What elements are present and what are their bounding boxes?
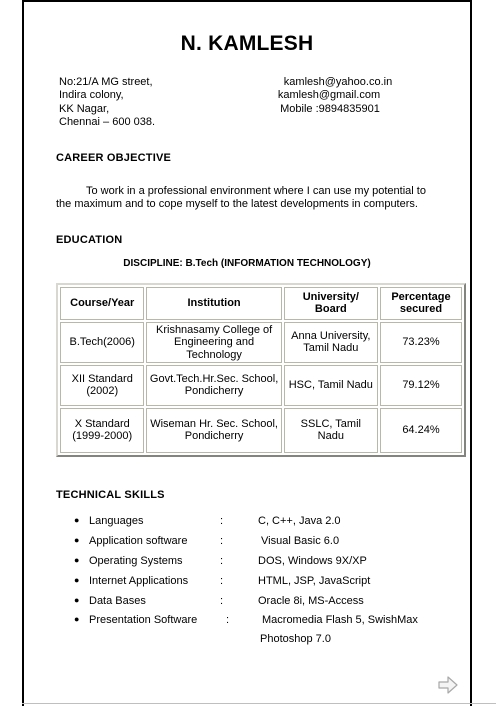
- skill-label: Data Bases: [89, 595, 146, 607]
- skill-label: Operating Systems: [89, 555, 183, 567]
- skill-label: Languages: [89, 515, 144, 527]
- discipline-line: DISCIPLINE: B.Tech (INFORMATION TECHNOLOGY): [123, 258, 371, 269]
- address-line: Chennai – 600 038.: [59, 115, 156, 128]
- next-page-arrow-icon[interactable]: [438, 676, 458, 694]
- list-item: [74, 614, 454, 628]
- cell-university: SSLC, Tamil Nadu: [284, 408, 378, 453]
- bullet-icon: ●: [74, 575, 80, 585]
- bullet-icon: ●: [74, 595, 80, 605]
- skill-label: Application software: [89, 535, 188, 547]
- postal-address: [59, 76, 155, 129]
- right-gutter: [472, 0, 496, 706]
- list-item: [74, 535, 454, 549]
- cell-course: X Standard (1999-2000): [60, 408, 144, 453]
- list-item: [74, 595, 454, 609]
- email-secondary: kamlesh@gmail.com: [277, 89, 381, 102]
- cell-course: XII Standard (2002): [60, 365, 144, 406]
- contact-info: [254, 76, 404, 116]
- skill-colon: :: [220, 515, 224, 527]
- skill-colon: :: [220, 595, 224, 607]
- skill-label: Internet Applications: [89, 575, 189, 587]
- career-objective-text: To work in a professional environment where I can use my potential to the maximum and to cope myself to the latest developments in computers.: [56, 185, 426, 210]
- table-row: [60, 322, 462, 363]
- address-line: Indira colony,: [59, 89, 124, 102]
- skill-value: DOS, Windows 9X/XP: [258, 555, 367, 567]
- resume-name: N. KAMLESH: [180, 32, 314, 55]
- resume-page: [24, 2, 470, 702]
- list-item: [74, 555, 454, 569]
- address-line: KK Nagar,: [59, 102, 110, 115]
- education-heading: EDUCATION: [56, 234, 123, 246]
- table-row: [60, 408, 462, 453]
- address-line: No:21/A MG street,: [59, 76, 153, 88]
- list-item: [74, 575, 454, 589]
- page-border-bottom: [22, 703, 496, 704]
- cell-percentage: 64.24%: [380, 408, 462, 453]
- skill-value: Macromedia Flash 5, SwishMax: [262, 614, 418, 626]
- header-percentage: Percentage secured: [380, 287, 462, 320]
- cell-university: HSC, Tamil Nadu: [284, 365, 378, 406]
- table-header-row: [60, 287, 462, 320]
- header-course: Course/Year: [60, 287, 144, 320]
- cell-percentage: 79.12%: [380, 365, 462, 406]
- cell-university: Anna University, Tamil Nadu: [284, 322, 378, 363]
- table-row: [60, 365, 462, 406]
- skill-value: HTML, JSP, JavaScript: [258, 575, 371, 587]
- list-item: [74, 515, 454, 529]
- skill-colon: :: [220, 575, 224, 587]
- skill-continuation: [74, 633, 454, 647]
- skill-value-continued: Photoshop 7.0: [260, 633, 331, 645]
- skill-colon: :: [220, 535, 224, 547]
- skill-label: Presentation Software: [89, 614, 198, 626]
- cell-institution: Krishnasamy College of Engineering and Technology: [146, 322, 281, 363]
- email-primary: kamlesh@yahoo.co.in: [283, 76, 393, 88]
- header-institution: Institution: [146, 287, 281, 320]
- career-objective-heading: CAREER OBJECTIVE: [56, 152, 172, 164]
- mobile-number: Mobile :9894835901: [280, 102, 380, 115]
- skill-value: Oracle 8i, MS-Access: [258, 595, 364, 607]
- bullet-icon: ●: [74, 614, 80, 624]
- skill-colon: :: [220, 555, 224, 567]
- education-table: [56, 283, 466, 457]
- skill-value: C, C++, Java 2.0: [258, 515, 341, 527]
- bullet-icon: ●: [74, 535, 80, 545]
- skill-colon: :: [226, 614, 230, 626]
- bullet-icon: ●: [74, 515, 80, 525]
- skill-value: Visual Basic 6.0: [261, 535, 340, 547]
- bullet-icon: ●: [74, 555, 80, 565]
- cell-course: B.Tech(2006): [60, 322, 144, 363]
- cell-percentage: 73.23%: [380, 322, 462, 363]
- cell-institution: Wiseman Hr. Sec. School, Pondicherry: [146, 408, 281, 453]
- cell-institution: Govt.Tech.Hr.Sec. School, Pondicherry: [146, 365, 281, 406]
- header-university: University/ Board: [284, 287, 378, 320]
- technical-skills-heading: TECHNICAL SKILLS: [56, 489, 165, 501]
